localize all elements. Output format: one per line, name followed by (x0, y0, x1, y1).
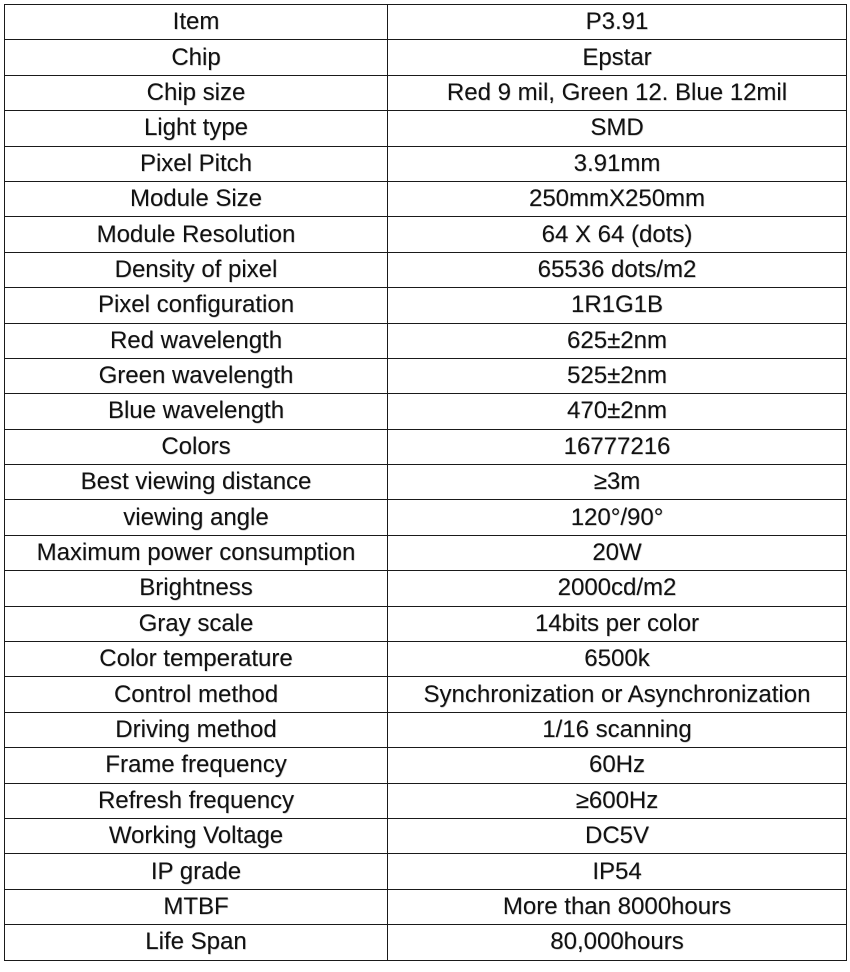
item-cell: Item (5, 5, 388, 40)
table-row (5, 252, 847, 287)
item-cell: Control method (5, 677, 388, 712)
table-row (5, 429, 847, 464)
value-cell: 625±2nm (388, 323, 847, 358)
item-cell: Green wavelength (5, 358, 388, 393)
item-cell: Red wavelength (5, 323, 388, 358)
spec-table (4, 4, 847, 961)
item-cell: Brightness (5, 571, 388, 606)
item-cell: Module Resolution (5, 217, 388, 252)
item-cell: Pixel Pitch (5, 146, 388, 181)
value-cell: Red 9 mil, Green 12. Blue 12mil (388, 75, 847, 110)
table-row (5, 288, 847, 323)
value-cell: More than 8000hours (388, 889, 847, 924)
table-row (5, 75, 847, 110)
value-cell: 16777216 (388, 429, 847, 464)
value-cell: Epstar (388, 40, 847, 75)
table-row (5, 181, 847, 216)
value-cell: 1/16 scanning (388, 712, 847, 747)
table-row (5, 571, 847, 606)
value-cell: 6500k (388, 642, 847, 677)
value-cell: 2000cd/m2 (388, 571, 847, 606)
item-cell: Gray scale (5, 606, 388, 641)
value-cell: 120°/90° (388, 500, 847, 535)
value-cell: IP54 (388, 854, 847, 889)
item-cell: Module Size (5, 181, 388, 216)
item-cell: Refresh frequency (5, 783, 388, 818)
value-cell: 64 X 64 (dots) (388, 217, 847, 252)
table-row (5, 146, 847, 181)
value-cell: SMD (388, 111, 847, 146)
item-cell: Working Voltage (5, 818, 388, 853)
value-cell: 470±2nm (388, 394, 847, 429)
item-cell: MTBF (5, 889, 388, 924)
value-cell: Synchronization or Asynchronization (388, 677, 847, 712)
value-cell: ≥600Hz (388, 783, 847, 818)
table-row (5, 925, 847, 960)
item-cell: viewing angle (5, 500, 388, 535)
item-cell: Colors (5, 429, 388, 464)
table-row (5, 535, 847, 570)
table-row (5, 500, 847, 535)
value-cell: 20W (388, 535, 847, 570)
value-cell: 1R1G1B (388, 288, 847, 323)
table-row (5, 358, 847, 393)
table-row (5, 606, 847, 641)
item-cell: Driving method (5, 712, 388, 747)
item-cell: Blue wavelength (5, 394, 388, 429)
value-cell: ≥3m (388, 465, 847, 500)
table-row (5, 40, 847, 75)
value-cell: 65536 dots/m2 (388, 252, 847, 287)
item-cell: IP grade (5, 854, 388, 889)
item-cell: Frame frequency (5, 748, 388, 783)
value-cell: 80,000hours (388, 925, 847, 960)
table-row (5, 783, 847, 818)
table-row (5, 642, 847, 677)
value-cell: 14bits per color (388, 606, 847, 641)
table-row (5, 323, 847, 358)
item-cell: Chip size (5, 75, 388, 110)
item-cell: Chip (5, 40, 388, 75)
table-row (5, 854, 847, 889)
table-row (5, 748, 847, 783)
item-cell: Best viewing distance (5, 465, 388, 500)
table-row (5, 465, 847, 500)
table-row (5, 818, 847, 853)
item-cell: Life Span (5, 925, 388, 960)
table-row (5, 712, 847, 747)
value-cell: DC5V (388, 818, 847, 853)
table-row (5, 217, 847, 252)
item-cell: Density of pixel (5, 252, 388, 287)
table-row (5, 677, 847, 712)
value-cell: P3.91 (388, 5, 847, 40)
value-cell: 250mmX250mm (388, 181, 847, 216)
table-row (5, 5, 847, 40)
table-row (5, 111, 847, 146)
value-cell: 3.91mm (388, 146, 847, 181)
value-cell: 60Hz (388, 748, 847, 783)
item-cell: Light type (5, 111, 388, 146)
item-cell: Color temperature (5, 642, 388, 677)
table-row (5, 889, 847, 924)
item-cell: Pixel configuration (5, 288, 388, 323)
value-cell: 525±2nm (388, 358, 847, 393)
table-row (5, 394, 847, 429)
item-cell: Maximum power consumption (5, 535, 388, 570)
